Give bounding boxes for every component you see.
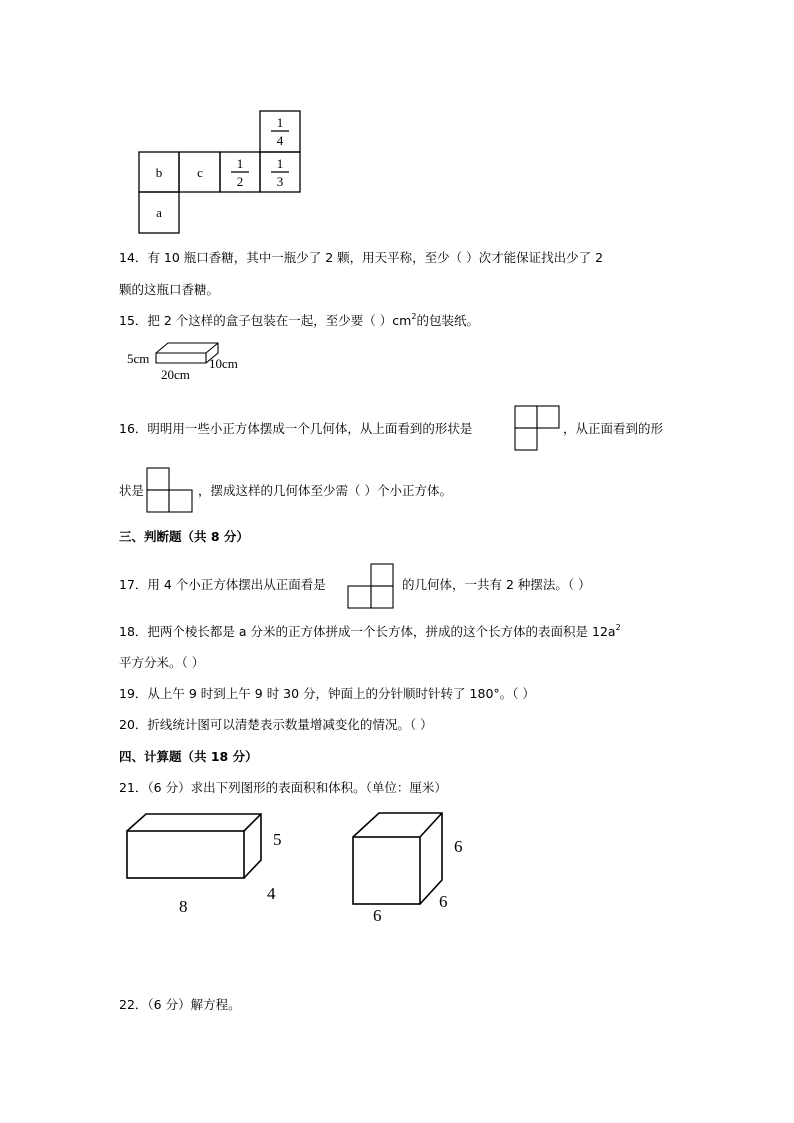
net-frac-top-num: 1 [276,115,284,130]
q18-line2: 平方分米。（ ） [119,655,205,670]
net-frac-top-den: 4 [276,133,284,148]
q15-box-diagram [126,336,256,382]
q21-cuboid-width: 4 [267,884,276,903]
q21-cuboid-height: 5 [273,830,282,849]
section4-title: 四、计算题（共 18 分） [119,749,258,764]
q14-line2: 颗的这瓶口香糖。 [119,282,220,297]
q21-cube-length: 6 [373,906,382,925]
q22-text: 22．（6 分）解方程。 [119,997,241,1012]
net-label-c: c [197,165,203,180]
q18-line1-text: 18．把两个棱长都是 a 分米的正方体拼成一个长方体，拼成的这个长方体的表面积是 12a [119,624,616,639]
q16-line2-after: ，摆成这样的几何体至少需（ ）个小正方体。 [198,483,452,498]
q21-cuboid-diagram [120,808,300,920]
q14-line1: 14．有 10 瓶口香糖，其中一瓶少了 2 颗，用天平称，至少（ ）次才能保证找出少了 2 [119,250,604,265]
q21-cube-width: 6 [439,892,448,911]
net-label-b: b [155,165,163,180]
q18-line1 [119,624,621,640]
q16-line1-before: 16．明明用一些小正方体摆成一个几何体，从上面看到的形状是 [119,421,473,436]
q18-sup: 2 [615,623,621,632]
q17-after: 的几何体，一共有 2 种摆法。（ ） [402,577,591,592]
net-frac-half-den: 2 [236,174,244,189]
q15-label-length: 20cm [161,367,190,382]
cube-net-diagram [138,110,304,234]
q15-text [119,313,479,329]
q21-cube-height: 6 [454,837,463,856]
q15-text-after: 的包装纸。 [416,313,479,328]
net-label-a: a [156,205,162,220]
q15-sup: 2 [411,312,417,321]
q21-cuboid-length: 8 [179,897,188,916]
q16-front-view-shape [146,467,196,515]
q21-text: 21．（6 分）求出下列图形的表面积和体积。（单位：厘米） [119,780,447,795]
section3-title: 三、判断题（共 8 分） [119,529,249,544]
q15-label-width: 10cm [209,356,238,371]
q21-cube-diagram [346,806,476,930]
q15-text-before: 15．把 2 个这样的盒子包装在一起，至少要（ ）cm [119,313,412,328]
q17-before: 17．用 4 个小正方体摆出从正面看是 [119,577,326,592]
q16-line2-before: 状是 [119,483,145,498]
net-frac-half-num: 1 [236,156,244,171]
q16-top-view-shape [514,405,562,453]
q15-label-height: 5cm [127,351,150,366]
net-frac-third-num: 1 [276,156,284,171]
q19-text: 19．从上午 9 时到上午 9 时 30 分，钟面上的分针顺时针转了 180°。（ ） [119,686,535,701]
q20-text: 20．折线统计图可以清楚表示数量增减变化的情况。（ ） [119,717,433,732]
net-frac-third-den: 3 [276,174,284,189]
q16-line1-after: ，从正面看到的形 [563,421,664,436]
q17-front-view-shape [347,563,397,611]
